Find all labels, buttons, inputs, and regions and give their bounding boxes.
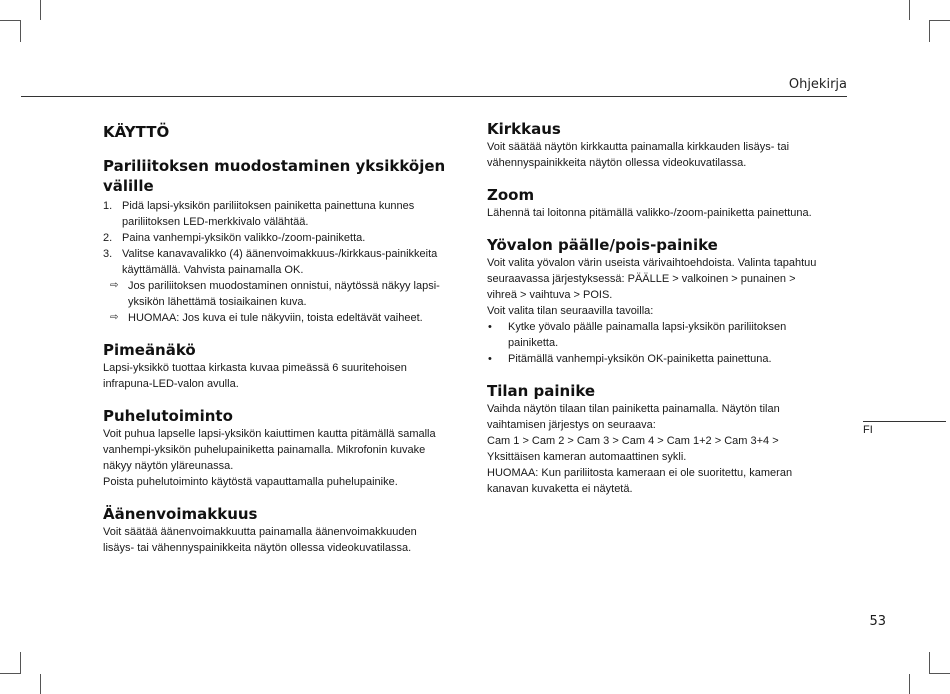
left-column: [103, 122, 463, 556]
text-line: Lähennä tai loitonna pitämällä valikko-/zoom-painiketta painettuna.: [487, 207, 812, 219]
text-line: käyttämällä. Vahvista painamalla OK.: [122, 264, 304, 276]
text-line: vihreä > vaihtuva > POIS.: [487, 289, 613, 301]
step-number: 3.: [103, 248, 113, 260]
arrow-icon: ⇨: [110, 280, 119, 291]
language-tab-rule: [863, 421, 946, 422]
section-title: Pariliitoksen muodostaminen yksikköjen välille: [103, 157, 446, 195]
text-line: Lapsi-yksikkö tuottaa kirkasta kuvaa pimeässä 6 suuritehoisen: [103, 362, 407, 374]
section-title: Tilan painike: [487, 382, 596, 400]
crop-mark: [20, 652, 21, 674]
text-line: Voit valita yövalon värin useista värivaihtoehdoista. Valinta tapahtuu: [487, 257, 817, 269]
section-volume: [103, 504, 463, 556]
note-item: [103, 310, 463, 326]
step-number: 1.: [103, 200, 113, 212]
crop-mark: [0, 673, 20, 674]
steps-list: [103, 198, 463, 278]
text-line: Voit säätää äänenvoimakkuutta painamalla äänenvoimakkuuden: [103, 526, 417, 538]
header-rule: [21, 96, 847, 97]
text-line: vähennyspainikkeita näytön ollessa videokuvatilassa.: [487, 157, 747, 169]
section-mode: [487, 381, 847, 497]
section-night-vision: [103, 340, 463, 392]
section-night-light: [487, 235, 847, 367]
language-tab: [863, 421, 946, 436]
text-line: Vaihda näytön tilaan tilan painiketta painamalla. Näytön tilan: [487, 403, 780, 415]
section-zoom: [487, 185, 847, 221]
text-line: lisäys- tai vähennyspainikkeita näytön ollessa videokuvatilassa.: [103, 542, 412, 554]
crop-mark: [20, 20, 21, 42]
arrow-icon: ⇨: [110, 312, 119, 323]
text-line: painiketta.: [508, 337, 559, 349]
text-line: vaihtamisen järjestys on seuraava:: [487, 419, 656, 431]
section-title: Yövalon päälle/pois-painike: [487, 236, 718, 254]
bullet-item: [487, 319, 847, 351]
text-line: Jos pariliitoksen muodostaminen onnistui, näytössä näkyy lapsi-: [128, 280, 440, 292]
text-line: Pidä lapsi-yksikön pariliitoksen painiketta painettuna kunnes: [122, 200, 415, 212]
bullet-item: [487, 351, 847, 367]
page-number: 53: [869, 614, 886, 629]
text-line: Pitämällä vanhempi-yksikön OK-painiketta painettuna.: [508, 353, 772, 365]
text-line: vanhempi-yksikön puhelupainiketta painamalla. Mikrofonin kuvake: [103, 444, 426, 456]
text-line: Kytke yövalo päälle painamalla lapsi-yksikön pariliitoksen: [508, 321, 787, 333]
chapter-title: KÄYTTÖ: [103, 123, 170, 141]
bullet-icon: •: [488, 321, 492, 333]
crop-mark: [40, 0, 41, 20]
text-line: Voit valita tilan seuraavilla tavoilla:: [487, 305, 654, 317]
text-line: HUOMAA: Jos kuva ei tule näkyviin, toista edeltävät vaiheet.: [128, 312, 423, 324]
step-number: 2.: [103, 232, 113, 244]
crop-mark: [930, 20, 950, 21]
text-line: Valitse kanavavalikko (4) äänenvoimakkuus-/kirkkaus-painikkeita: [122, 248, 438, 260]
text-line: Cam 1 > Cam 2 > Cam 3 > Cam 4 > Cam 1+2 > Cam 3+4 >: [487, 435, 779, 447]
section-title: Äänenvoimakkuus: [103, 505, 258, 523]
note-item: [103, 278, 463, 310]
section-pairing: [103, 156, 463, 326]
section-title: Pimeänäkö: [103, 341, 196, 359]
bullet-icon: •: [488, 353, 492, 365]
language-tab-text: FI: [863, 424, 873, 436]
crop-mark: [0, 20, 20, 21]
notes-list: [103, 278, 463, 326]
crop-mark: [930, 673, 950, 674]
crop-mark: [929, 20, 930, 42]
text-line: infrapuna-LED-valon avulla.: [103, 378, 239, 390]
text-line: Voit puhua lapselle lapsi-yksikön kaiuttimen kautta pitämällä samalla: [103, 428, 436, 440]
text-line: Yksittäisen kameran automaattinen sykli.: [487, 451, 687, 463]
step-item: [103, 246, 463, 278]
crop-mark: [909, 674, 910, 694]
section-brightness: [487, 119, 847, 171]
step-item: [103, 230, 463, 246]
text-line: Paina vanhempi-yksikön valikko-/zoom-painiketta.: [122, 232, 366, 244]
text-line: Voit säätää näytön kirkkautta painamalla kirkkauden lisäys- tai: [487, 141, 790, 153]
text-line: HUOMAA: Kun pariliitosta kameraan ei ole suoritettu, kameran: [487, 467, 793, 479]
crop-mark: [929, 652, 930, 674]
right-column: [487, 119, 847, 497]
section-title: Kirkkaus: [487, 120, 561, 138]
text-line: näkyy näytön yläreunassa.: [103, 460, 234, 472]
bullet-list: [487, 319, 847, 367]
step-item: [103, 198, 463, 230]
section-title: Puhelutoiminto: [103, 407, 233, 425]
section-talk: [103, 406, 463, 490]
section-title: Zoom: [487, 186, 535, 204]
text-line: pariliitoksen LED-merkkivalo välähtää.: [122, 216, 309, 228]
text-line: Poista puhelutoiminto käytöstä vapauttamalla puhelupainike.: [103, 476, 398, 488]
crop-mark: [40, 674, 41, 694]
text-line: yksikön lähettämä tosiaikainen kuva.: [128, 296, 307, 308]
text-line: kanavan kuvaketta ei näytetä.: [487, 483, 633, 495]
text-line: seuraavassa järjestyksessä: PÄÄLLE > valkoinen > punainen >: [487, 273, 796, 285]
header-label: Ohjekirja: [788, 77, 847, 92]
crop-mark: [909, 0, 910, 20]
